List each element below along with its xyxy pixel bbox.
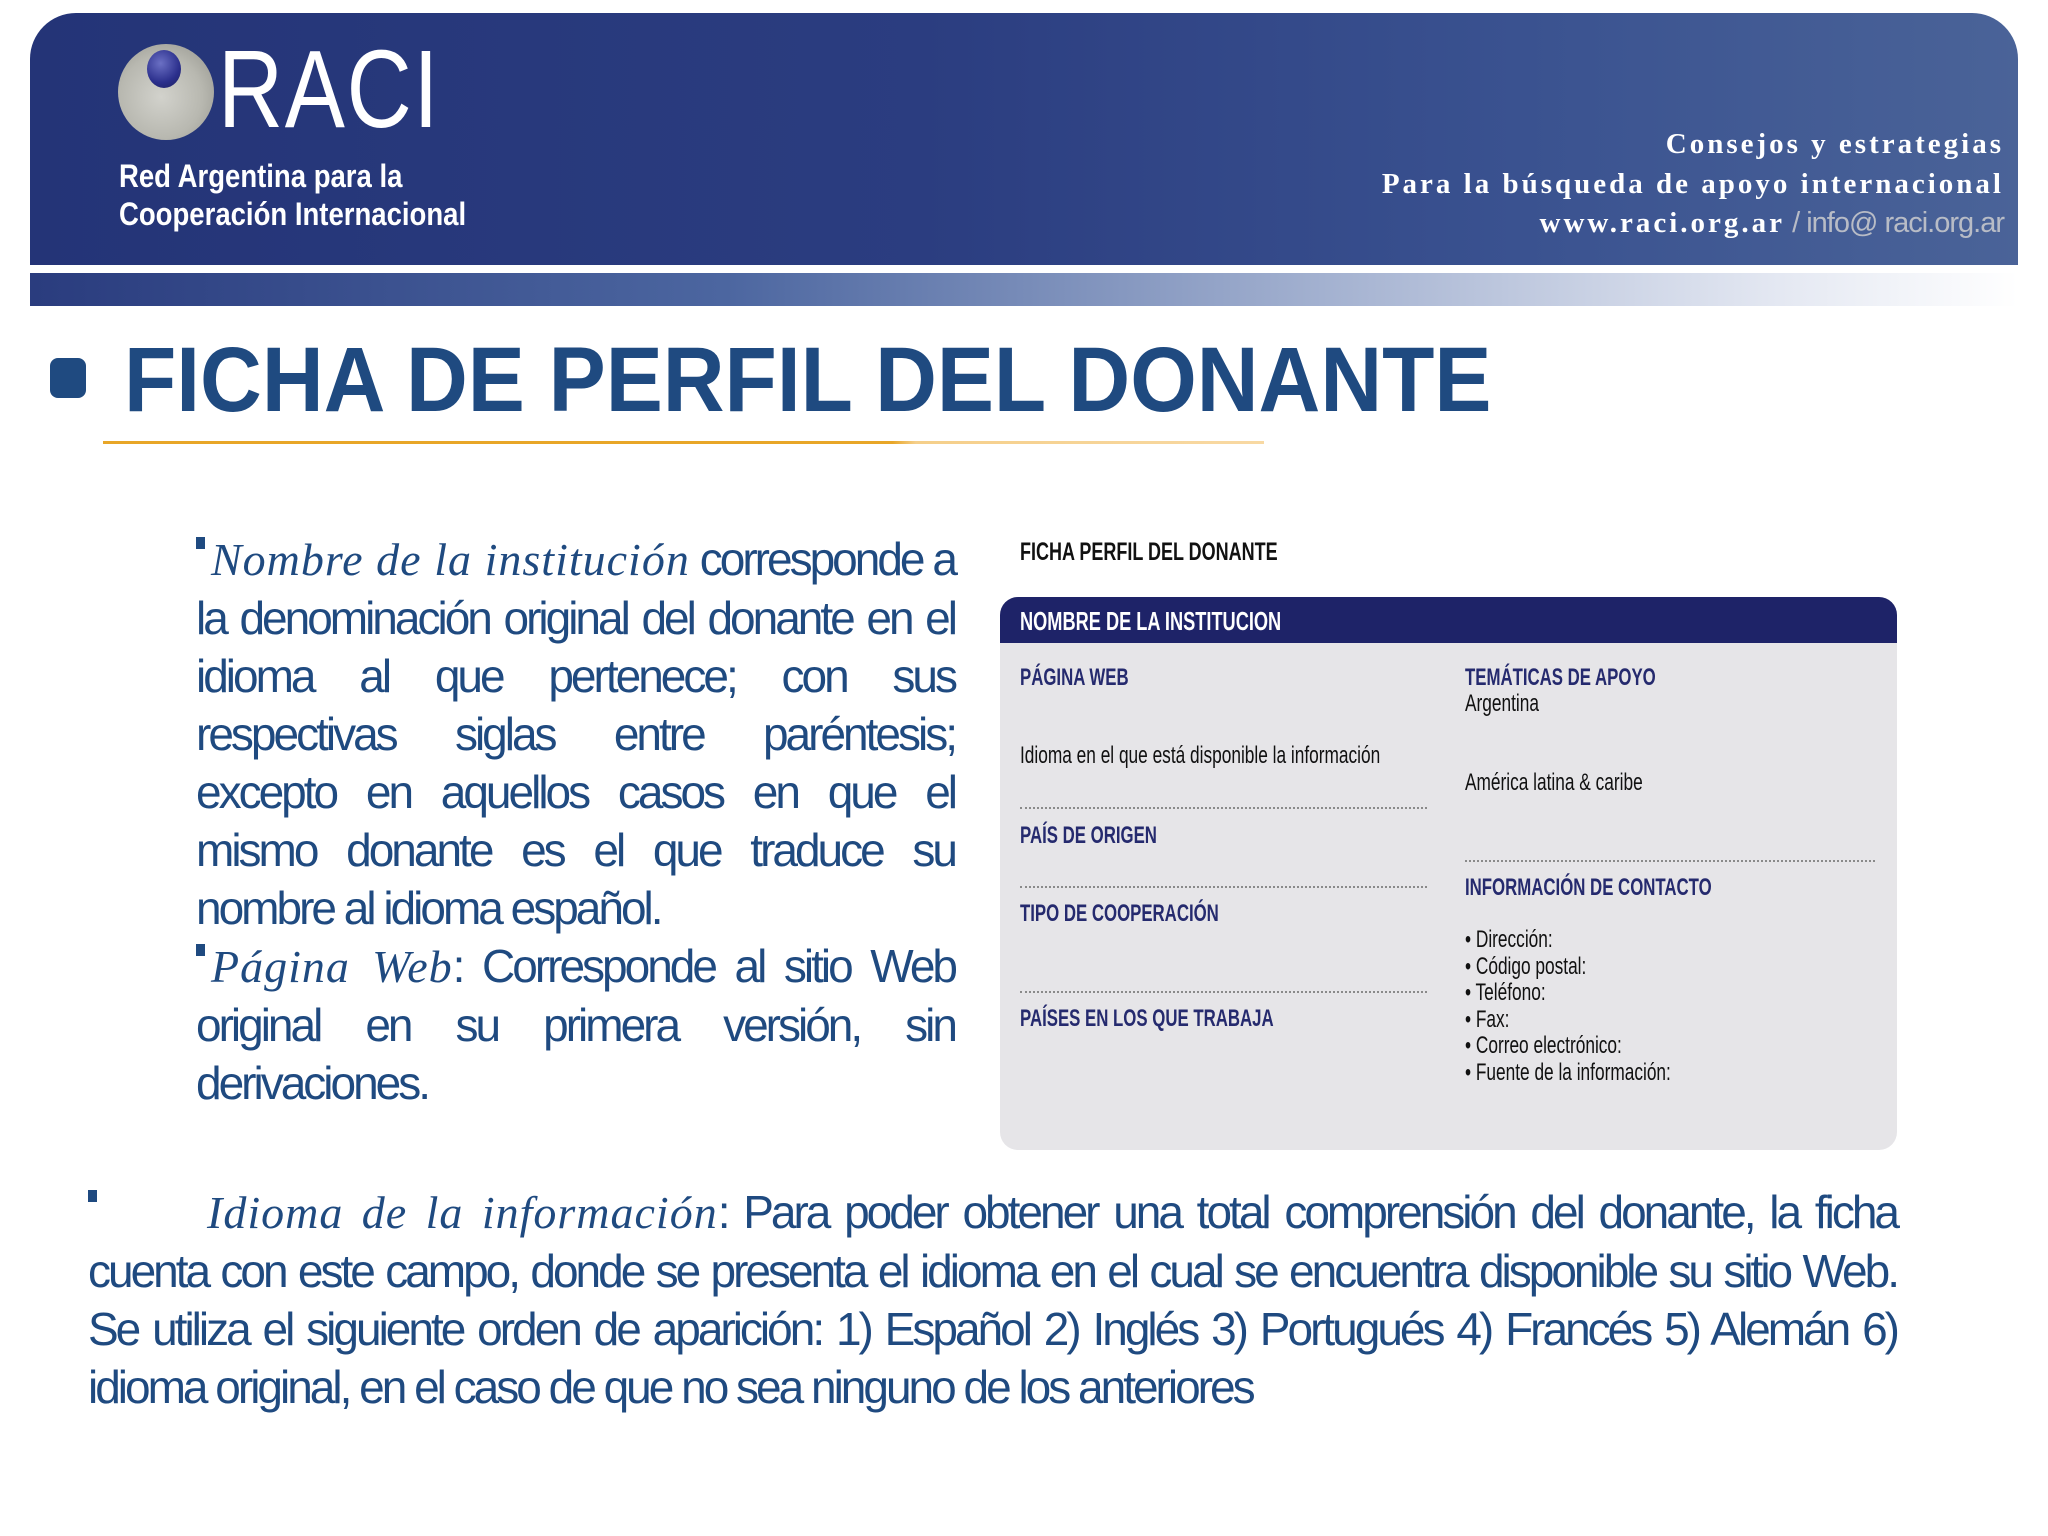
contact-list xyxy=(1465,927,1751,1086)
contact-line xyxy=(1540,207,2005,240)
divider xyxy=(1465,860,1875,862)
logo-wordmark: RACI xyxy=(218,28,441,151)
contact-item-codigo-postal: • Código postal: xyxy=(1465,952,1587,980)
divider xyxy=(1020,807,1427,809)
bullet-icon xyxy=(88,1190,97,1202)
contact-item-telefono: • Teléfono: xyxy=(1465,979,1546,1006)
divider xyxy=(1020,991,1427,993)
website-link[interactable]: www.raci.org.ar xyxy=(1539,207,1786,239)
contact-item-fuente: • Fuente de la información: xyxy=(1465,1058,1671,1086)
label-paises-trabaja: PAÍSES EN LOS QUE TRABAJA xyxy=(1020,1005,1274,1032)
title-bullet-icon xyxy=(50,358,86,398)
term-nombre: Nombre de la institución xyxy=(211,534,690,585)
donor-profile-card xyxy=(1000,597,1897,1150)
text-idioma: : Para poder obtener una total comprensión del donante, la ficha cuenta con este campo, donde se presenta el idioma en el cual se encuentra disponible su sitio Web. Se utiliza el siguiente orden de aparición: 1) Español 2) Inglés 3) Portugués 4) Francés 5) Alemán 6) idioma original, en el caso de que no sea ninguno de los anteriores xyxy=(88,1186,1897,1413)
email-link[interactable]: info@ raci.org.ar xyxy=(1806,207,2004,239)
label-pais-origen: PAÍS DE ORIGEN xyxy=(1020,822,1157,849)
label-pagina-web: PÁGINA WEB xyxy=(1020,664,1129,691)
card-header-label: NOMBRE DE LA INSTITUCION xyxy=(1020,606,1282,636)
term-idioma: Idioma de la información xyxy=(207,1187,718,1238)
contact-item-correo: • Correo electrónico: xyxy=(1465,1032,1622,1059)
item-idioma xyxy=(88,1183,1897,1416)
term-pagina-web: Página Web xyxy=(211,941,453,992)
text-pagina-web: : Corresponde al sitio Web original en su primera versión, sin derivaciones. xyxy=(196,940,955,1109)
logo-subtitle-line1: Red Argentina para la xyxy=(119,158,403,194)
bottom-paragraph xyxy=(88,1183,1897,1416)
bullet-icon xyxy=(196,944,205,956)
value-tematicas-2: América latina & caribe xyxy=(1465,769,1643,796)
title-underline xyxy=(103,441,1264,444)
card-pretitle: FICHA PERFIL DEL DONANTE xyxy=(1020,538,1278,566)
header-gradient-band xyxy=(30,273,2018,306)
label-tematicas: TEMÁTICAS DE APOYO xyxy=(1465,664,1656,691)
label-tipo-cooperacion: TIPO DE COOPERACIÓN xyxy=(1020,900,1219,927)
card-header xyxy=(1000,597,1897,643)
contact-item-fax: • Fax: xyxy=(1465,1005,1510,1033)
value-tematicas-1: Argentina xyxy=(1465,690,1539,717)
label-contacto: INFORMACIÓN DE CONTACTO xyxy=(1465,874,1712,901)
logo-subtitle-line2: Cooperación Internacional xyxy=(119,196,467,232)
item-nombre xyxy=(88,530,955,937)
tagline-line2: Para la búsqueda de apoyo internacional xyxy=(1381,168,2004,200)
globe-dot-icon xyxy=(147,50,181,88)
value-idioma: Idioma en el que está disponible la información xyxy=(1020,742,1381,769)
divider xyxy=(1020,886,1427,888)
bullet-icon xyxy=(196,537,205,549)
item-pagina-web xyxy=(88,937,955,1112)
page-title: FICHA DE PERFIL DEL DONANTE xyxy=(124,329,1492,431)
left-column-text xyxy=(88,530,955,1112)
tagline-line1: Consejos y estrategias xyxy=(1665,128,2004,160)
separator: / xyxy=(1785,207,1807,239)
text-nombre: corresponde a la denominación original del donante en el idioma al que pertenece; con sus respectivas siglas entre paréntesis; excepto en aquellos casos en que el mismo donante es el que traduce su nombre al idioma español. xyxy=(196,533,955,934)
contact-item-direccion: • Dirección: xyxy=(1465,926,1553,953)
